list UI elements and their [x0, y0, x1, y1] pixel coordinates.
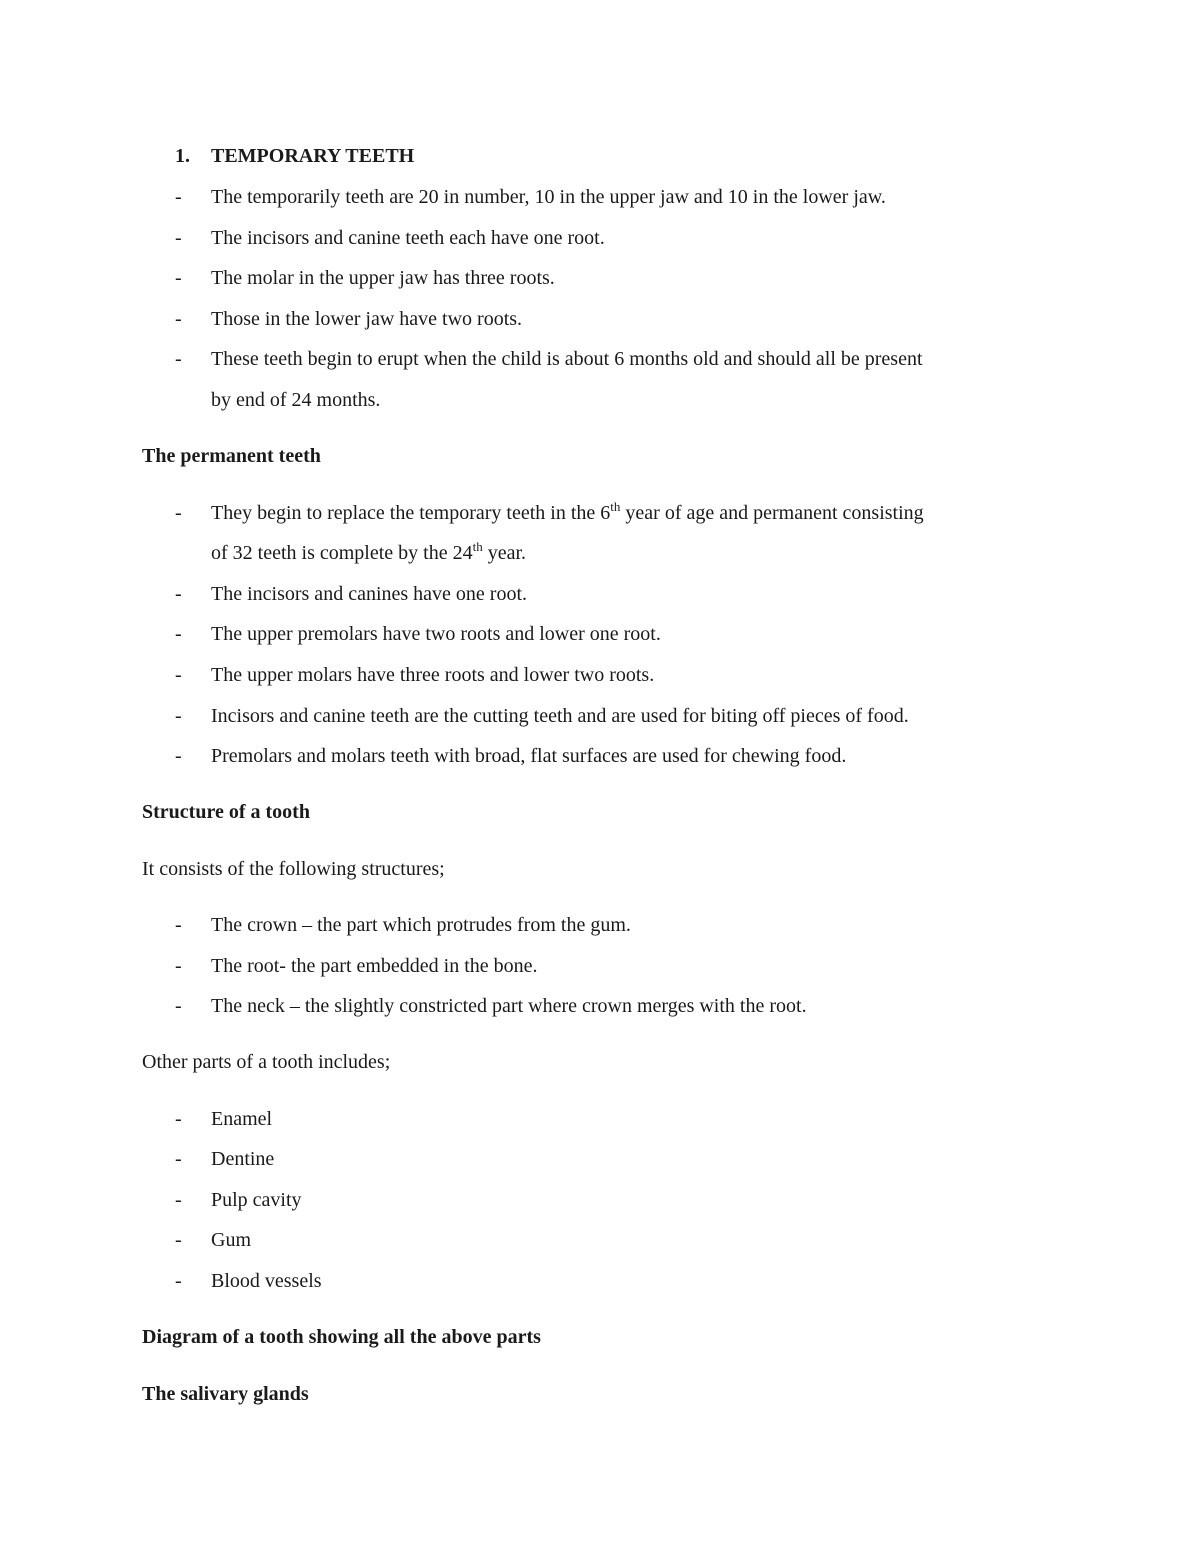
bullet-dash: -	[175, 186, 182, 208]
bullet-dash: -	[175, 1108, 182, 1130]
heading-diagram: Diagram of a tooth showing all the above parts	[142, 1326, 541, 1348]
bullet-dash: -	[175, 1189, 182, 1211]
paragraph-intro: It consists of the following structures;	[142, 858, 445, 880]
list-item: Premolars and molars teeth with broad, flat surfaces are used for chewing food.	[211, 745, 847, 767]
bullet-dash: -	[175, 348, 182, 370]
list-number: 1.	[175, 145, 190, 167]
bullet-dash: -	[175, 995, 182, 1017]
bullet-dash: -	[175, 308, 182, 330]
bullet-dash: -	[175, 1229, 182, 1251]
list-item-continuation: of 32 teeth is complete by the 24th year.	[211, 539, 527, 564]
list-item: Dentine	[211, 1148, 275, 1170]
bullet-dash: -	[175, 583, 182, 605]
heading-permanent-teeth: The permanent teeth	[142, 445, 321, 467]
list-item: Enamel	[211, 1108, 273, 1130]
bullet-dash: -	[175, 914, 182, 936]
bullet-dash: -	[175, 705, 182, 727]
bullet-dash: -	[175, 227, 182, 249]
list-item: Pulp cavity	[211, 1189, 302, 1211]
list-item: The neck – the slightly constricted part where crown merges with the root.	[211, 995, 807, 1017]
list-item: The crown – the part which protrudes from the gum.	[211, 914, 631, 936]
superscript-th: th	[610, 499, 621, 514]
list-item: Blood vessels	[211, 1270, 322, 1292]
heading-salivary-glands: The salivary glands	[142, 1383, 309, 1405]
bullet-dash: -	[175, 955, 182, 977]
bullet-dash: -	[175, 1270, 182, 1292]
list-item: Those in the lower jaw have two roots.	[211, 308, 523, 330]
list-item: The incisors and canines have one root.	[211, 583, 528, 605]
list-item: Gum	[211, 1229, 251, 1251]
section-title-temporary-teeth: TEMPORARY TEETH	[211, 145, 415, 167]
bullet-dash: -	[175, 502, 182, 524]
list-item: They begin to replace the temporary teeth in the 6th year of age and permanent consisting	[211, 499, 924, 524]
list-item: Incisors and canine teeth are the cutting teeth and are used for biting off pieces of food.	[211, 705, 909, 727]
list-item: The upper premolars have two roots and lower one root.	[211, 623, 661, 645]
bullet-dash: -	[175, 745, 182, 767]
list-item-continuation: by end of 24 months.	[211, 389, 381, 411]
list-item: The incisors and canine teeth each have one root.	[211, 227, 605, 249]
list-item: The temporarily teeth are 20 in number, 10 in the upper jaw and 10 in the lower jaw.	[211, 186, 886, 208]
heading-structure-of-tooth: Structure of a tooth	[142, 801, 310, 823]
list-item: These teeth begin to erupt when the child is about 6 months old and should all be present	[211, 348, 923, 370]
bullet-dash: -	[175, 267, 182, 289]
paragraph-other-parts: Other parts of a tooth includes;	[142, 1051, 391, 1073]
list-item: The molar in the upper jaw has three roots.	[211, 267, 555, 289]
bullet-dash: -	[175, 1148, 182, 1170]
bullet-dash: -	[175, 664, 182, 686]
bullet-dash: -	[175, 623, 182, 645]
list-item: The upper molars have three roots and lower two roots.	[211, 664, 655, 686]
list-item: The root- the part embedded in the bone.	[211, 955, 538, 977]
superscript-th: th	[472, 539, 483, 554]
